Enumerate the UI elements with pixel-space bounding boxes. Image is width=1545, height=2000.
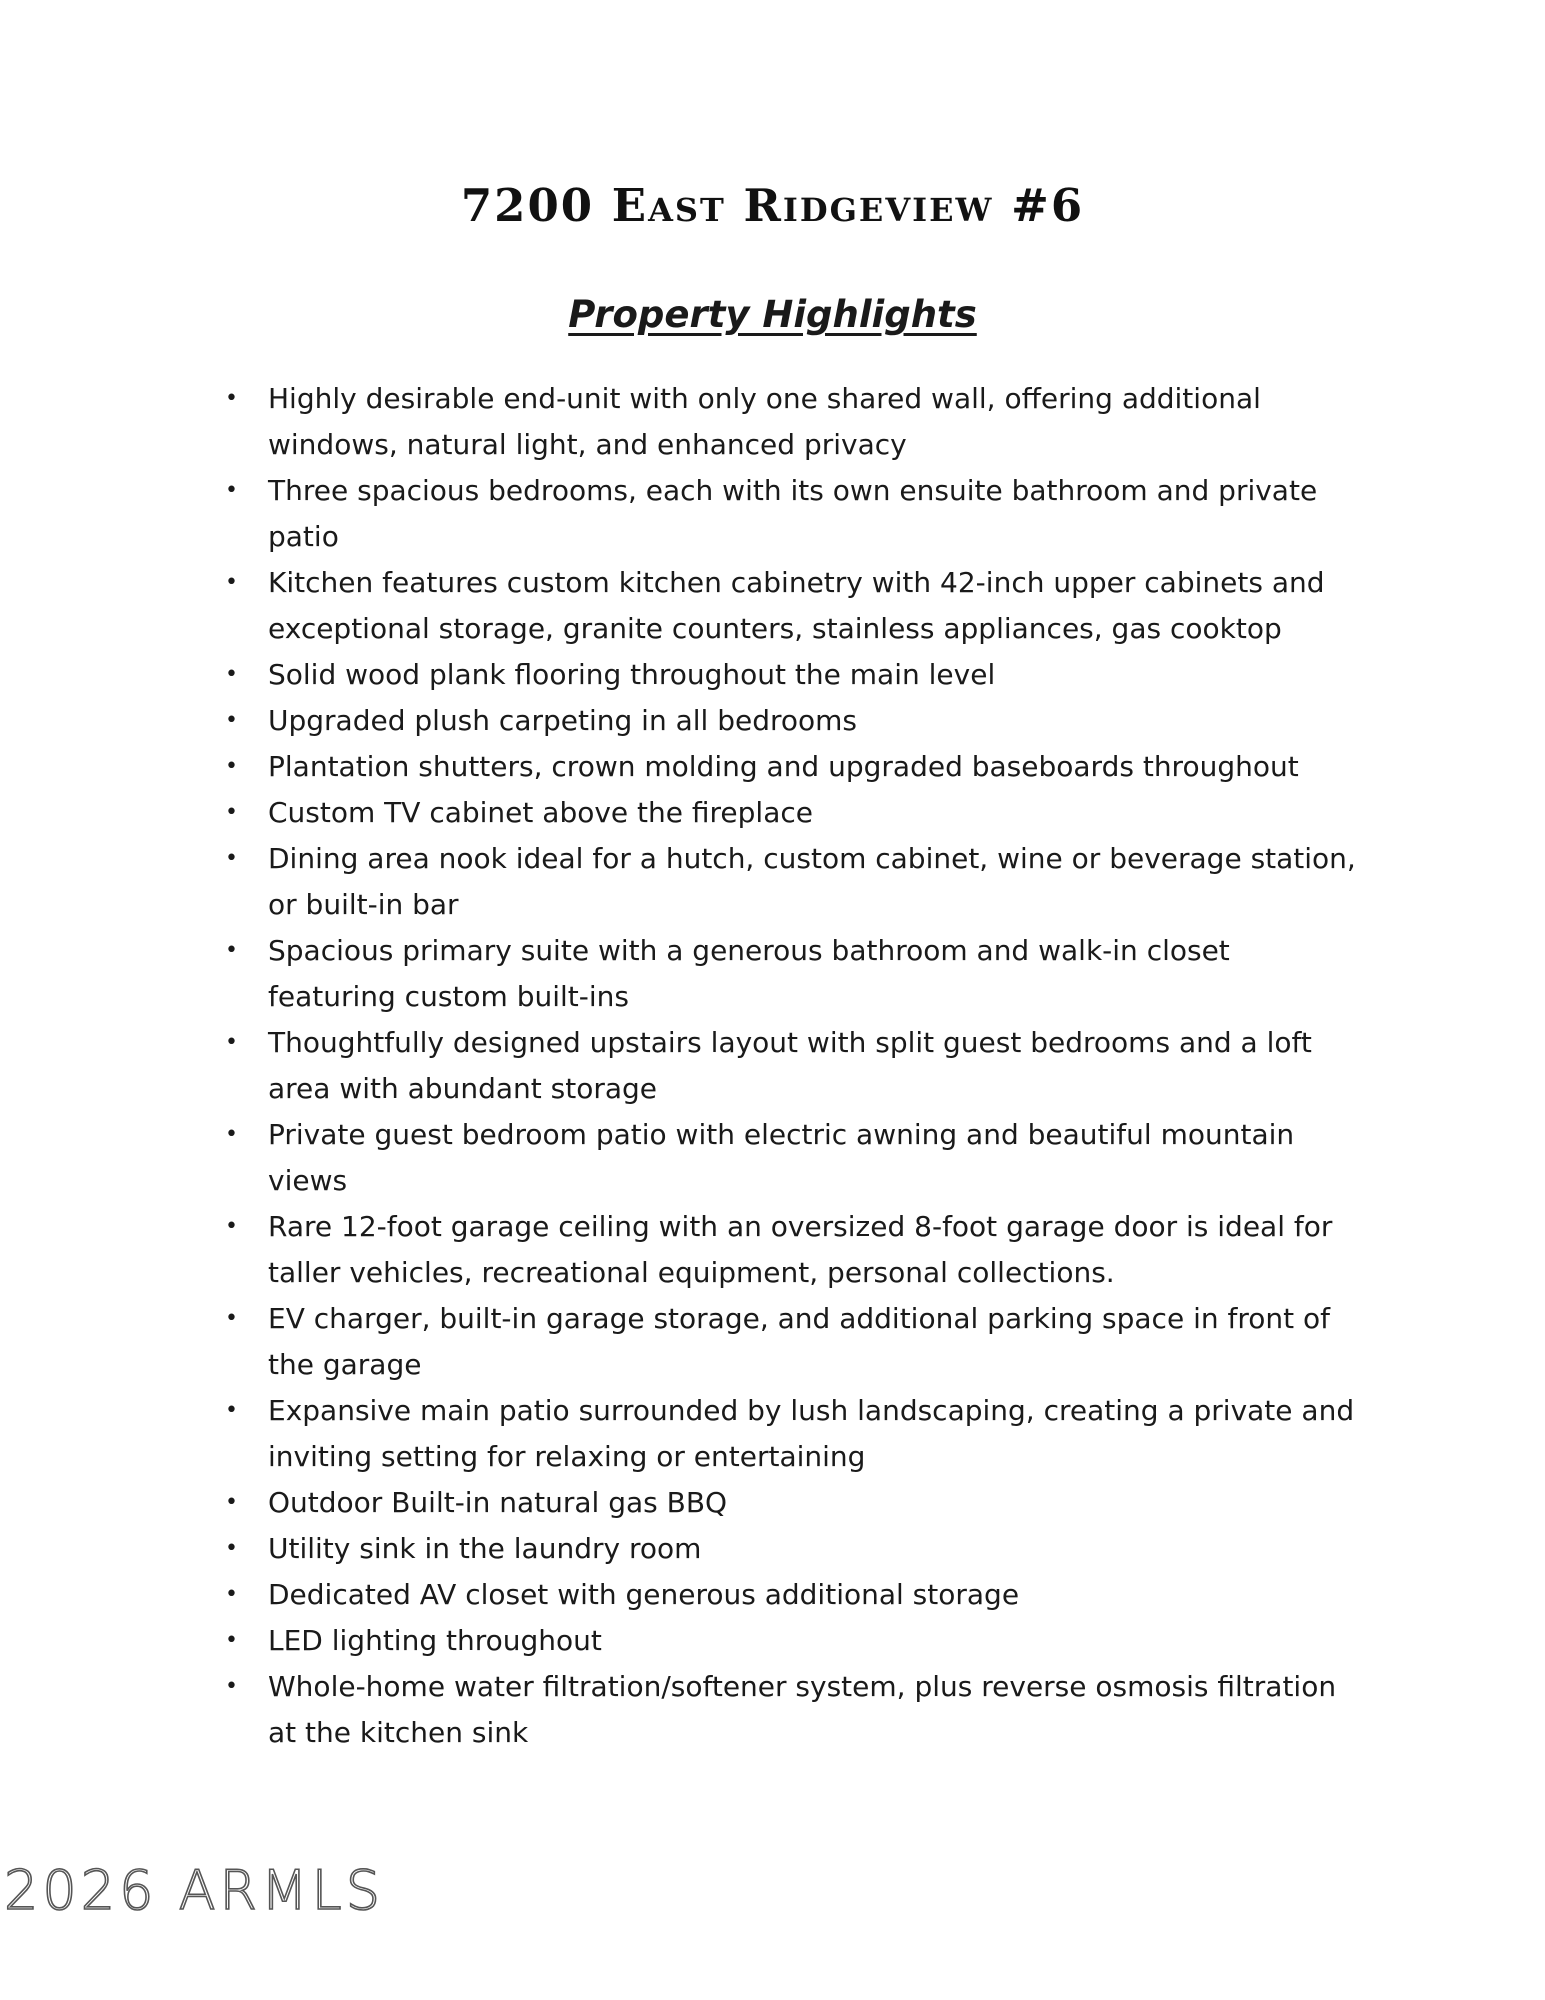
bullet-icon: • [225,1122,238,1147]
list-item-text: Dining area nook ideal for a hutch, custom cabinet, wine or beverage station, or built-in bar [268,842,1356,921]
property-highlights-list [225,376,1358,1756]
bullet-icon: • [225,478,238,503]
list-item [225,744,1358,790]
list-item-text: Plantation shutters, crown molding and upgraded baseboards throughout [268,750,1299,783]
list-item [225,376,1358,468]
list-item [225,790,1358,836]
bullet-icon: • [225,1306,238,1331]
bullet-icon: • [225,1674,238,1699]
bullet-icon: • [225,1030,238,1055]
list-item [225,836,1358,928]
list-item [225,1480,1358,1526]
bullet-icon: • [225,754,238,779]
list-item-text: Utility sink in the laundry room [268,1532,702,1565]
bullet-icon: • [225,800,238,825]
watermark: 2026 ARMLS [4,1859,385,1922]
list-item-text: Dedicated AV closet with generous additional storage [268,1578,1020,1611]
list-item [225,652,1358,698]
list-item [225,468,1358,560]
list-item-text: Outdoor Built-in natural gas BBQ [268,1486,728,1519]
list-item-text: Highly desirable end-unit with only one shared wall, offering additional windows, natural light, and enhanced privacy [268,382,1261,461]
bullet-icon: • [225,1398,238,1423]
bullet-icon: • [225,938,238,963]
list-item [225,698,1358,744]
list-item [225,1664,1358,1756]
bullet-icon: • [225,1214,238,1239]
list-item [225,928,1358,1020]
bullet-icon: • [225,1536,238,1561]
bullet-icon: • [225,1490,238,1515]
bullet-icon: • [225,662,238,687]
list-item-text: Upgraded plush carpeting in all bedrooms [268,704,857,737]
list-item [225,1572,1358,1618]
bullet-icon: • [225,1628,238,1653]
list-item-text: Whole-home water filtration/softener system, plus reverse osmosis filtration at the kitchen sink [268,1670,1337,1749]
list-item-text: Three spacious bedrooms, each with its own ensuite bathroom and private patio [268,474,1318,553]
section-heading-property-highlights: Property Highlights [568,293,977,336]
list-item-text: Rare 12-foot garage ceiling with an oversized 8-foot garage door is ideal for taller vehicles, recreational equipment, personal collections. [268,1210,1333,1289]
list-item [225,560,1358,652]
bullet-icon: • [225,708,238,733]
bullet-icon: • [225,1582,238,1607]
list-item [225,1388,1358,1480]
list-item [225,1526,1358,1572]
list-item [225,1618,1358,1664]
list-item [225,1204,1358,1296]
list-item-text: Expansive main patio surrounded by lush landscaping, creating a private and inviting setting for relaxing or entertaining [268,1394,1355,1473]
list-item-text: Spacious primary suite with a generous bathroom and walk-in closet featuring custom built-ins [268,934,1230,1013]
list-item-text: Custom TV cabinet above the fireplace [268,796,813,829]
list-item-text: Thoughtfully designed upstairs layout with split guest bedrooms and a loft area with abundant storage [268,1026,1312,1105]
list-item [225,1112,1358,1204]
list-item [225,1296,1358,1388]
list-item-text: LED lighting throughout [268,1624,602,1657]
list-item-text: Solid wood plank flooring throughout the main level [268,658,996,691]
bullet-icon: • [225,846,238,871]
list-item-text: EV charger, built-in garage storage, and additional parking space in front of the garage [268,1302,1330,1381]
list-item-text: Kitchen features custom kitchen cabinetry with 42-inch upper cabinets and exceptional storage, granite counters, stainless appliances, gas cooktop [268,566,1325,645]
list-item-text: Private guest bedroom patio with electric awning and beautiful mountain views [268,1118,1295,1197]
document-title: 7200 East Ridgeview #6 [460,179,1085,232]
bullet-icon: • [225,570,238,595]
list-item [225,1020,1358,1112]
bullet-icon: • [225,386,238,411]
